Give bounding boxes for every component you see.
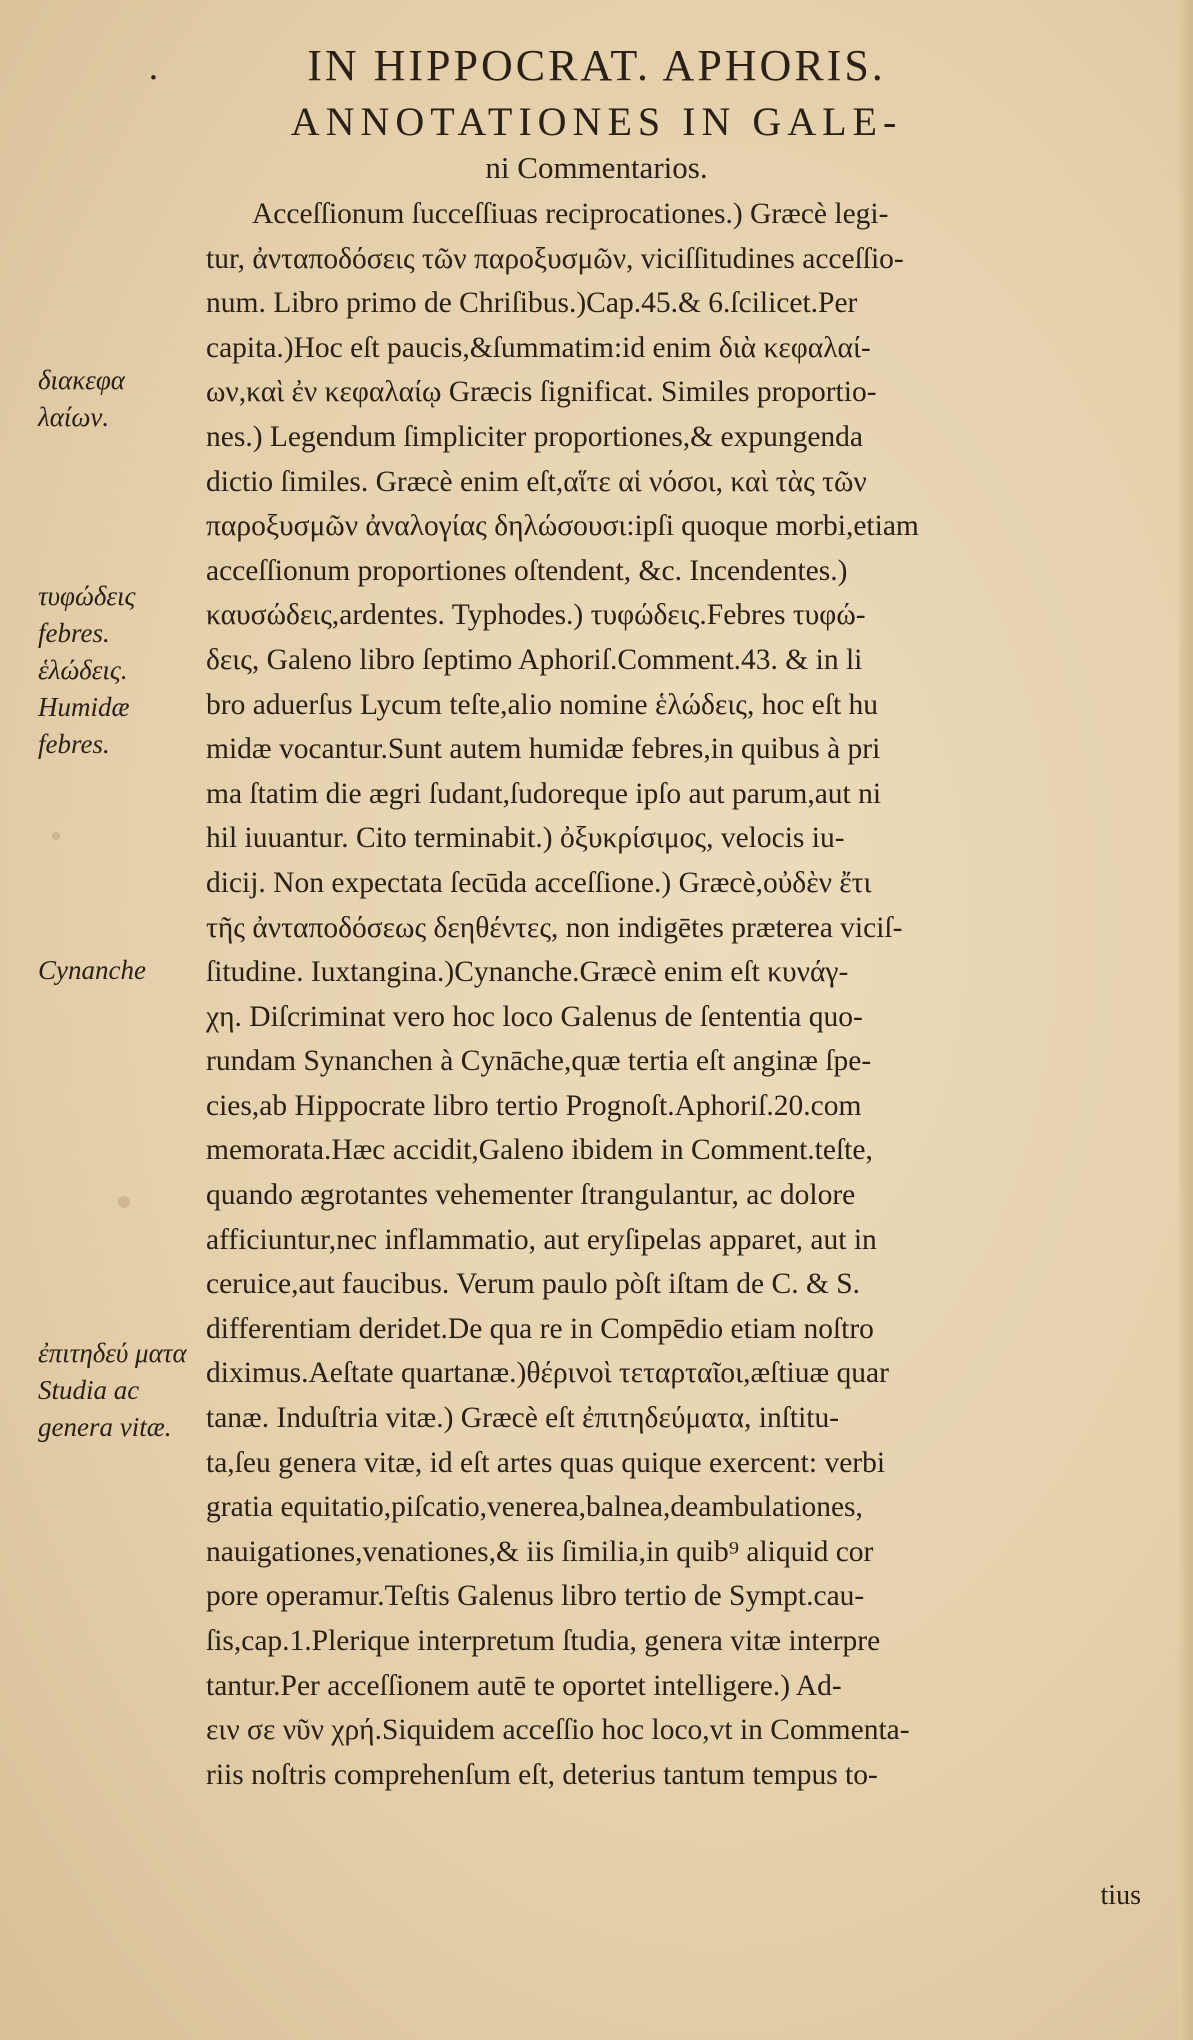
text-line: τῆς ἀνταποδόσεως δεηθέντες, non indigētes prætereа viciſ- [206,911,903,944]
text-line: capita.)Hoc eſt paucis,&ſummatim:id enim διὰ κεφαλαί- [206,331,871,364]
paper-stain [118,1196,130,1208]
text-line: cies,ab Hippocrate libro tertio Prognoſt.Aphoriſ.20.com [206,1089,862,1122]
margin-note-cynanche: Cynanche [38,955,146,985]
text-line: Acceſſionum ſucceſſiuas reciprocationes.) Græcè legi- [252,198,889,230]
text-line: gratia equitatio,piſcatio,venerea,balnea,deambulationes, [206,1491,863,1524]
text-line: ceruice,aut faucibus. Verum paulo pòſt iſtam de C. & S. [206,1268,861,1301]
text-line: differentiam deridet.De qua re in Compēdio etiam noſtro [206,1312,874,1345]
running-head: IN HIPPOCRAT. APHORIS. [307,41,886,90]
text-line: καυσώδεις,ardentes. Typhodes.) τυφώδεις.Febres τυφώ- [206,599,866,632]
text-line: tantur.Per acceſſionem autē te oportet intelligere.) Ad- [206,1669,842,1702]
text-line: δεις, Galeno libro ſeptimo Aphoriſ.Comment.43. & in li [206,643,863,676]
text-line: ſis,cap.1.Plerique interpretum ſtudia, genera vitæ interpre [206,1625,881,1657]
text-line: nes.) Legendum ſimpliciter proportiones,& expungenda [206,420,864,453]
text-line: ειν σε νῦν χρή.Siquidem acceſſio hoc loco,vt in Commenta- [206,1714,910,1747]
text-line: hil iuuantur. Cito terminabit.) ὀξυκρίσιμος, velocis iu- [206,822,845,855]
margin-note-typhodes: τυφώδεις febres. ἑλώδεις. Humidæ febres. [38,581,136,759]
section-subtitle: ni Commentarios. [485,150,708,185]
text-line: riis noſtris comprehenſum eſt, deterius tantum tempus to- [206,1758,878,1791]
text-line: tanæ. Induſtria vitæ.) Græcè eſt ἐπιτηδεύματα, inſtitu- [206,1402,840,1435]
margin-note-diakephalaion: διακεφα λαίων. [38,365,125,432]
text-line: rundam Synanchen à Cynāche,quæ tertia eſt anginæ ſpe- [206,1045,872,1078]
text-line: midæ vocantur.Sunt autem humidæ febres,in quibus à pri [206,733,881,766]
text-line: ta,ſeu genera vitæ, id eſt artes quas quique exercent: verbi [206,1446,886,1479]
text-line: nauigationes,venationes,& iis ſimilia,in quib⁹ aliquid cor [206,1535,874,1568]
text-line: num. Libro primo de Chriſibus.)Cap.45.& 6.ſcilicet.Per [206,287,858,320]
text-line: tur, ἀνταποδόσεις τῶν παροξυσμῶν, viciſſitudines acceſſio- [206,242,904,275]
text-line: quando ægrotantes vehementer ſtrangulantur, ac dolore [206,1179,856,1212]
paper-stain [52,832,60,840]
text-line: χη. Diſcriminat vero hoc loco Galenus de ſententia quo- [206,1000,863,1033]
text-line: diximus.Aeſtate quartanæ.)θέρινοὶ τεταρταῖοι,æſtiuæ quar [206,1357,889,1390]
text-line: ſitudine. Iuxtangina.)Cynanche.Græcè enim eſt κυνάγ- [206,956,849,989]
text-line: pore operamur.Teſtis Galenus libro tertio de Sympt.cau- [206,1580,865,1613]
text-line: ma ſtatim die ægri ſudant,ſudoreque ipſo aut parum,aut ni [206,777,882,810]
ink-mark: . [148,48,159,88]
margin-note-epitedeumata: ἐπιτηδεύ ματα Studia ac genera vitæ. [38,1338,187,1442]
section-title: ANNOTATIONES IN GALE- [290,99,903,144]
text-line: παροξυσμῶν ἀναλογίας δηλώσουσι:ipſi quoque morbi,etiam [206,510,919,543]
catchword: tius [1100,1880,1141,1911]
text-line: memorata.Hæc accidit,Galeno ibidem in Comment.teſte, [206,1134,873,1167]
text-line: ων,καὶ ἐν κεφαλαίῳ Græcis ſignificat. Similes proportio- [206,376,877,409]
text-line: dicij. Non expectata ſecūda acceſſione.) Græcè,οὐδὲν ἔτι [206,866,872,899]
text-line: bro aduerſus Lycum teſte,alio nomine ἑλώδεις, hoc eſt hu [206,688,879,721]
text-line: acceſſionum proportiones oſtendent, &c. Incendentes.) [206,554,848,587]
text-line: dictio ſimiles. Græcè enim eſt,αἵτε αἱ νόσοι, καὶ τὰς τῶν [206,465,867,498]
page-edge [1179,0,1193,2040]
body-text [206,192,1162,1797]
text-line: afficiuntur,nec inflammatio, aut eryſipelas apparet, aut in [206,1223,877,1256]
